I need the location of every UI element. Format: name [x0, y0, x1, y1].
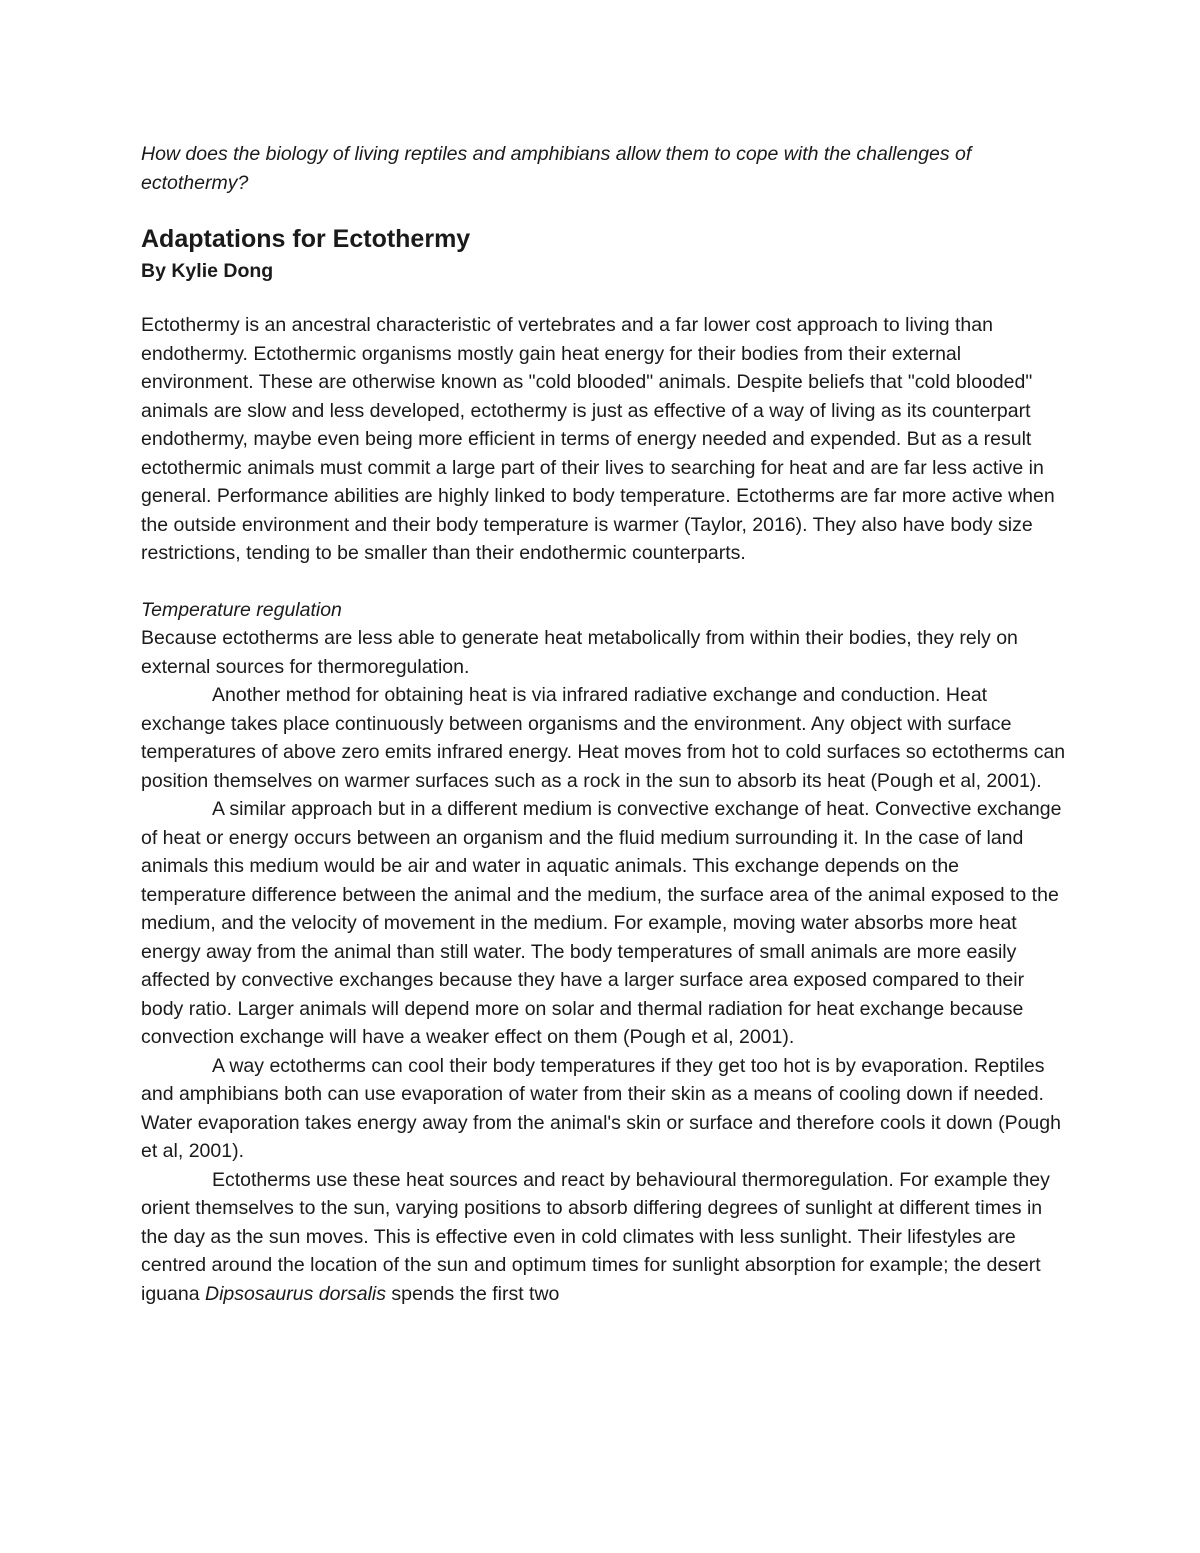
paragraph-text-after: spends the first two	[385, 1282, 560, 1305]
behavioural-thermoregulation-paragraph	[141, 1166, 1066, 1309]
document-title: Adaptations for Ectothermy	[141, 225, 471, 253]
section-intro-paragraph: Because ectotherms are less able to generate heat metabolically from within their bodies, they rely on external sources for thermoregulation.	[141, 627, 1018, 678]
species-name: Dipsosaurus dorsalis	[204, 1282, 386, 1305]
intro-paragraph: Ectothermy is an ancestral characteristic of vertebrates and a far lower cost approach to living than endothermy. Ectothermic organisms mostly gain heat energy for their bodies from their external environment. These are otherwise known as "cold blooded" animals. Despite beliefs that "cold blooded" animals are slow and less developed, ectothermy is just as effective of a way of living as its counterpart endothermy, maybe even being more efficient in terms of energy needed and expended. But as a result ectothermic animals must commit a large part of their lives to searching for heat and are far less active in general. Performance abilities are highly linked to body temperature. Ectotherms are far more active when the outside environment and their body temperature is warmer (Taylor, 2016). They also have body size restrictions, tending to be smaller than their endothermic counterparts.	[141, 314, 1055, 564]
document-page	[141, 140, 1066, 1308]
essay-question: How does the biology of living reptiles and amphibians allow them to cope with the challenges of ectothermy?	[141, 143, 972, 194]
section-heading: Temperature regulation	[141, 598, 342, 621]
author-line: By Kylie Dong	[141, 260, 274, 282]
radiative-exchange-paragraph: Another method for obtaining heat is via infrared radiative exchange and conduction. Heat exchange takes place continuously between organisms and the environment. Any object with surface temperatures of above zero emits infrared energy. Heat moves from hot to cold surfaces so ectotherms can position themselves on warmer surfaces such as a rock in the sun to absorb its heat (Pough et al, 2001).	[141, 684, 1066, 792]
evaporation-paragraph: A way ectotherms can cool their body temperatures if they get too hot is by evaporation. Reptiles and amphibians both can use evaporation of water from their skin as a means of cooling down if needed. Water evaporation takes energy away from the animal's skin or surface and therefore cools it down (Pough et al, 2001).	[141, 1054, 1061, 1162]
paragraph-text-before: Ectotherms use these heat sources and react by behavioural thermoregulation. For example they orient themselves to the sun, varying positions to absorb differing degrees of sunlight at different times in the day as the sun moves. This is effective even in cold climates with less sunlight. Their lifestyles are centred around the location of the sun and optimum times for sunlight absorption for example; the desert iguana	[141, 1168, 1050, 1305]
convective-exchange-paragraph: A similar approach but in a different medium is convective exchange of heat. Convective exchange of heat or energy occurs between an organism and the fluid medium surrounding it. In the case of land animals this medium would be air and water in aquatic animals. This exchange depends on the temperature difference between the animal and the medium, the surface area of the animal exposed to the medium, and the velocity of movement in the medium. For example, moving water absorbs more heat energy away from the animal than still water. The body temperatures of small animals are more easily affected by convective exchanges because they have a larger surface area exposed compared to their body ratio. Larger animals will depend more on solar and thermal radiation for heat exchange because convection exchange will have a weaker effect on them (Pough et al, 2001).	[141, 798, 1062, 1048]
